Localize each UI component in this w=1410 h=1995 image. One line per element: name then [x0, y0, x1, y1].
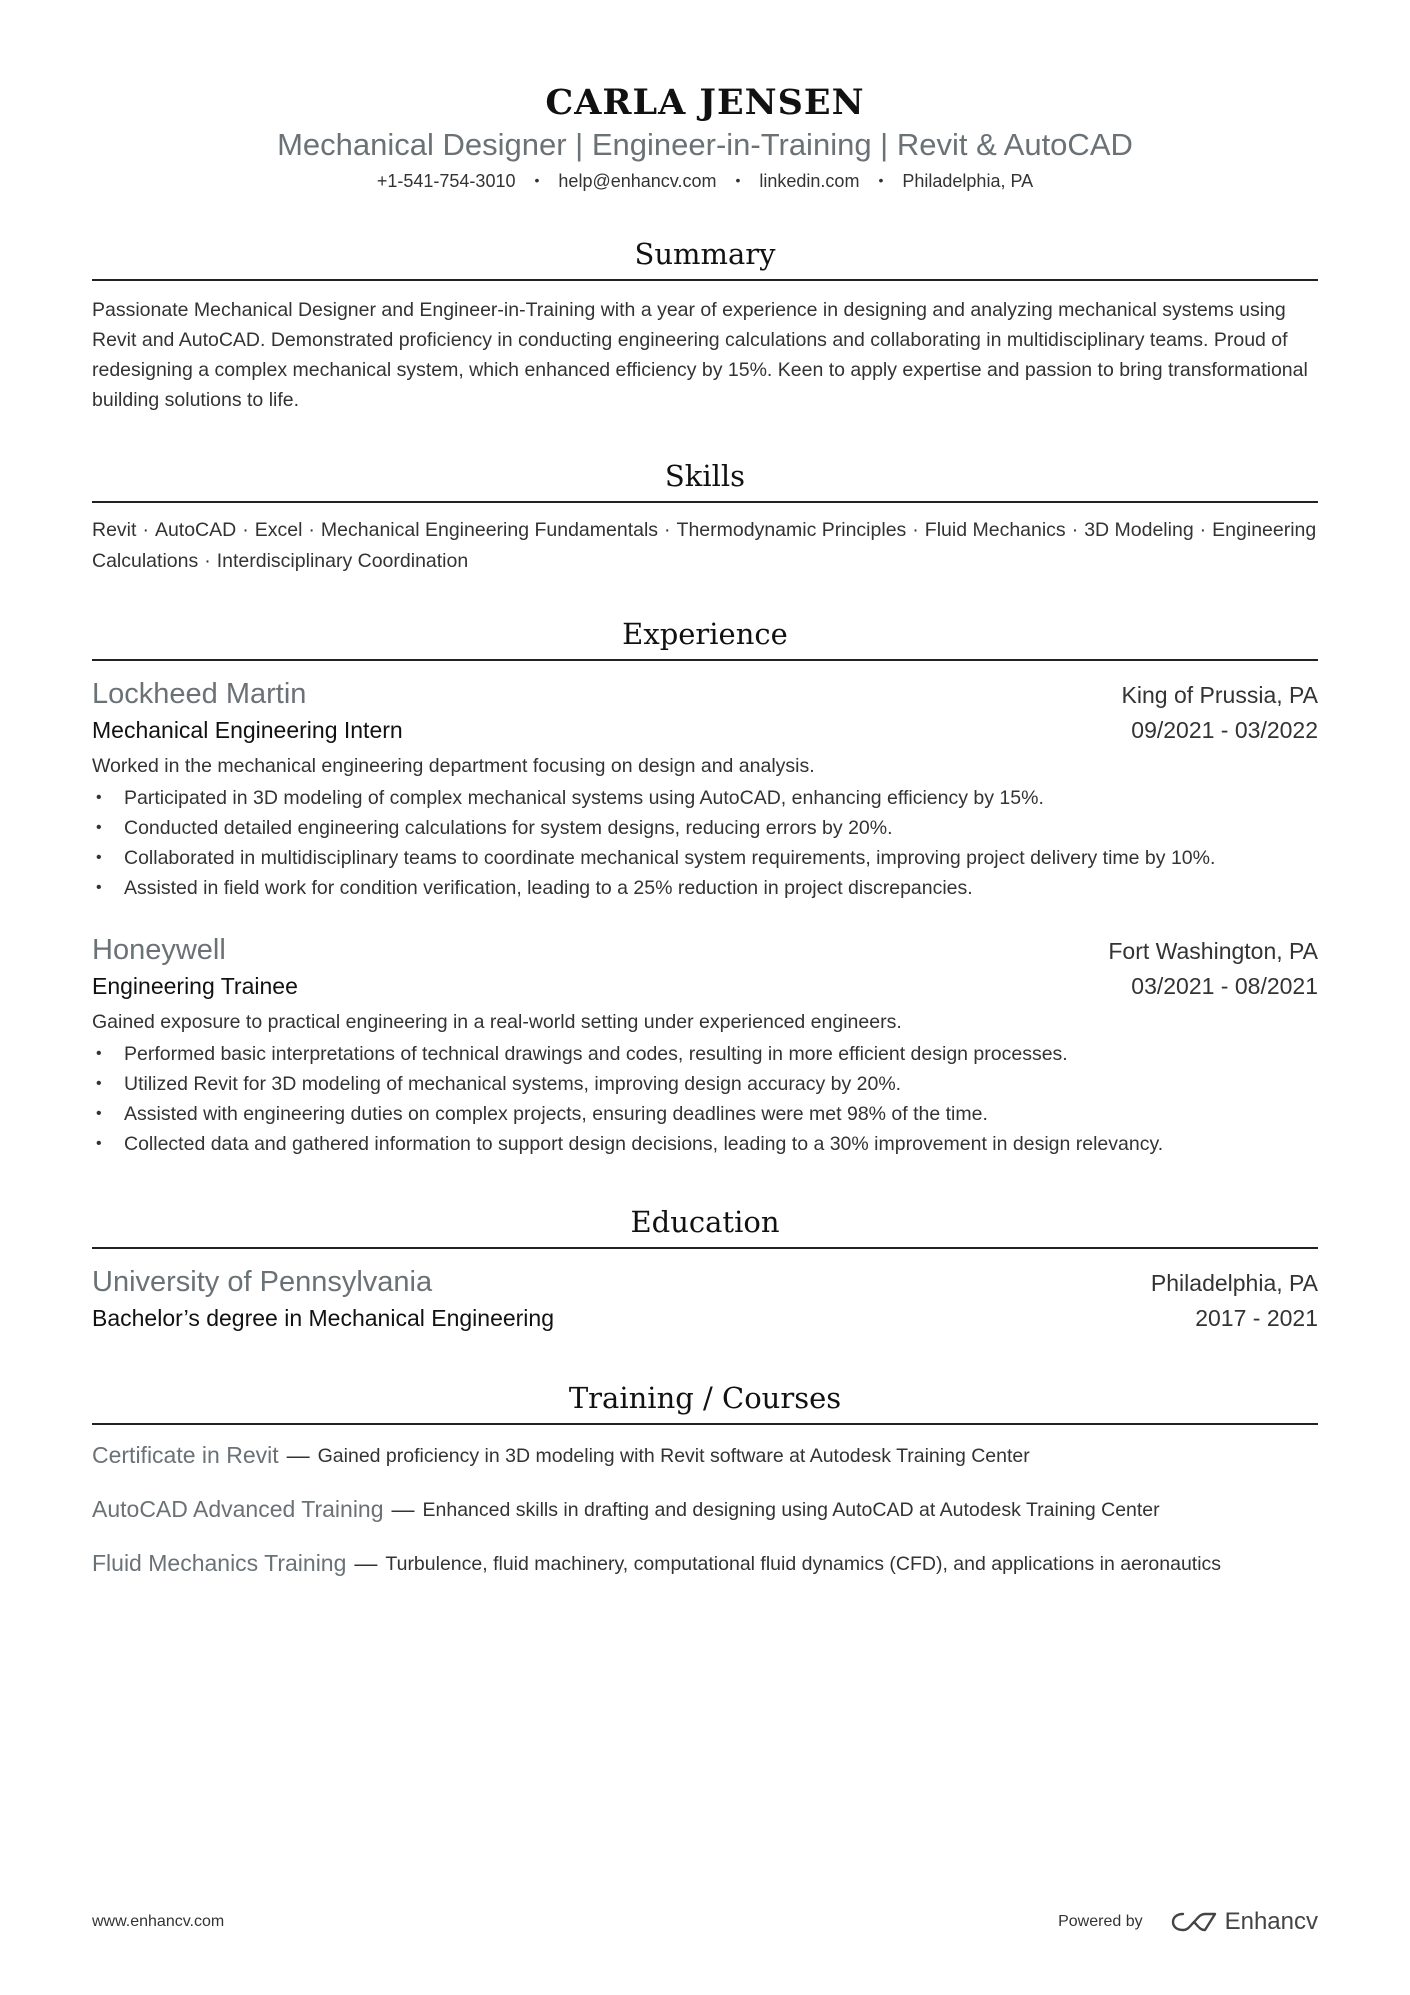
course-name: Certificate in Revit	[92, 1442, 279, 1468]
powered-by-label: Powered by	[1058, 1913, 1143, 1930]
skill-item: Mechanical Engineering Fundamentals	[320, 519, 659, 541]
skill-item: Thermodynamic Principles	[676, 519, 907, 541]
education-section	[92, 1203, 1318, 1335]
entry-header-row	[92, 1263, 1318, 1301]
resume-header	[92, 0, 1318, 193]
job-bullet: • Assisted with engineering duties on complex projects, ensuring deadlines were met 98% of the time.	[92, 1099, 1318, 1129]
job-location: King of Prussia, PA	[1121, 682, 1318, 708]
experience-entry	[92, 675, 1318, 903]
skill-separator: ·	[1071, 519, 1079, 541]
skills-title: Skills	[92, 457, 1318, 503]
contact-separator: •	[735, 172, 741, 188]
company-name: Lockheed Martin	[92, 678, 307, 710]
job-bullet: • Participated in 3D modeling of complex mechanical systems using AutoCAD, enhancing efficiency by 15%.	[92, 783, 1318, 813]
skill-item: Excel	[254, 519, 303, 541]
education-dates: 2017 - 2021	[1195, 1305, 1318, 1331]
course-entry	[92, 1549, 1318, 1577]
skill-item: AutoCAD	[154, 519, 237, 541]
job-dates: 03/2021 - 08/2021	[1131, 973, 1318, 999]
job-bullet: • Conducted detailed engineering calculations for system designs, reducing errors by 20%.	[92, 813, 1318, 843]
skill-separator: ·	[664, 519, 671, 541]
summary-text: Passionate Mechanical Designer and Engineer-in-Training with a year of experience in designing and analyzing mechanical systems using Revit and AutoCAD. Demonstrated proficiency in conducting engineering calculations and collaborating in multidisciplinary teams. Proud of redesigning a complex mechanical system, which enhanced efficiency by 15%. Keen to apply expertise and passion to bring transformational building solutions to life.	[92, 299, 1308, 411]
skill-item: Engineering Calculations	[92, 519, 1317, 572]
brand-logo[interactable]	[1171, 1908, 1318, 1936]
job-bullet: • Assisted in field work for condition verification, leading to a 25% reduction in project discrepancies.	[92, 873, 1318, 903]
course-description: Gained proficiency in 3D modeling with Revit software at Autodesk Training Center	[317, 1445, 1030, 1467]
resume-page	[92, 0, 1318, 1577]
contact-phone: +1-541-754-3010	[376, 171, 516, 191]
course-dash: —	[354, 1550, 378, 1576]
job-bullet: • Collected data and gathered information to support design decisions, leading to a 30% improvement in design relevancy.	[92, 1129, 1318, 1159]
skill-separator: ·	[308, 519, 315, 541]
summary-title: Summary	[92, 235, 1318, 281]
job-location: Fort Washington, PA	[1108, 938, 1318, 964]
experience-entry	[92, 931, 1318, 1159]
footer-url-link[interactable]: www.enhancv.com	[92, 1913, 225, 1930]
course-description: Turbulence, fluid machinery, computational fluid dynamics (CFD), and applications in aeronautics	[385, 1553, 1222, 1575]
page-footer	[92, 1908, 1318, 1936]
school-name: University of Pennsylvania	[92, 1266, 433, 1298]
entry-header-row	[92, 675, 1318, 713]
skill-separator: ·	[204, 550, 211, 572]
job-description: Gained exposure to practical engineering in a real-world setting under experienced engineers.	[92, 1011, 902, 1033]
experience-title: Experience	[92, 615, 1318, 661]
training-section	[92, 1379, 1318, 1577]
company-name: Honeywell	[92, 934, 226, 966]
course-dash: —	[391, 1496, 415, 1522]
job-bullet: • Collaborated in multidisciplinary teams to coordinate mechanical system requirements, improving project delivery time by 10%.	[92, 843, 1318, 873]
course-entry	[92, 1495, 1318, 1523]
skill-item: Fluid Mechanics	[924, 519, 1066, 541]
skill-separator: ·	[242, 519, 249, 541]
skill-item: Revit	[92, 519, 137, 541]
entry-role-row	[92, 969, 1318, 1003]
job-title: Engineering Trainee	[92, 973, 298, 999]
degree-name: Bachelor’s degree in Mechanical Engineering	[92, 1305, 554, 1331]
education-entry	[92, 1263, 1318, 1335]
skills-list	[92, 515, 1318, 577]
job-bullet: • Utilized Revit for 3D modeling of mechanical systems, improving design accuracy by 20%.	[92, 1069, 1318, 1099]
entry-degree-row	[92, 1301, 1318, 1335]
job-dates: 09/2021 - 03/2022	[1131, 717, 1318, 743]
job-bullet: • Performed basic interpretations of technical drawings and codes, resulting in more efficient design processes.	[92, 1039, 1318, 1069]
education-title: Education	[92, 1203, 1318, 1249]
skill-item: 3D Modeling	[1084, 519, 1194, 541]
enhancv-logo-icon	[1171, 1910, 1217, 1934]
skill-separator: ·	[912, 519, 919, 541]
contact-separator: •	[534, 172, 540, 188]
course-entry	[92, 1441, 1318, 1469]
course-name: AutoCAD Advanced Training	[92, 1496, 384, 1522]
course-description: Enhanced skills in drafting and designing using AutoCAD at Autodesk Training Center	[422, 1499, 1160, 1521]
experience-section	[92, 615, 1318, 1159]
skill-separator: ·	[1199, 519, 1207, 541]
course-name: Fluid Mechanics Training	[92, 1550, 347, 1576]
powered-by	[1058, 1908, 1318, 1936]
skills-section	[92, 457, 1318, 577]
brand-name: Enhancv	[1224, 1908, 1318, 1935]
skill-separator: ·	[142, 519, 149, 541]
course-dash: —	[286, 1442, 310, 1468]
candidate-name: CARLA JENSEN	[545, 82, 865, 123]
contact-linkedin: linkedin.com	[759, 171, 860, 191]
skill-item: Interdisciplinary Coordination	[216, 550, 469, 572]
entry-header-row	[92, 931, 1318, 969]
job-bullets	[92, 1039, 1318, 1159]
candidate-headline: Mechanical Designer | Engineer-in-Training | Revit & AutoCAD	[277, 127, 1133, 162]
contact-location: Philadelphia, PA	[902, 171, 1034, 191]
contact-line	[92, 168, 1318, 193]
contact-separator: •	[878, 172, 884, 188]
contact-email: help@enhancv.com	[558, 171, 717, 191]
training-title: Training / Courses	[92, 1379, 1318, 1425]
job-description: Worked in the mechanical engineering department focusing on design and analysis.	[92, 755, 815, 777]
school-location: Philadelphia, PA	[1150, 1270, 1318, 1296]
job-bullets	[92, 783, 1318, 903]
summary-section	[92, 235, 1318, 415]
job-title: Mechanical Engineering Intern	[92, 717, 403, 743]
entry-role-row	[92, 713, 1318, 747]
